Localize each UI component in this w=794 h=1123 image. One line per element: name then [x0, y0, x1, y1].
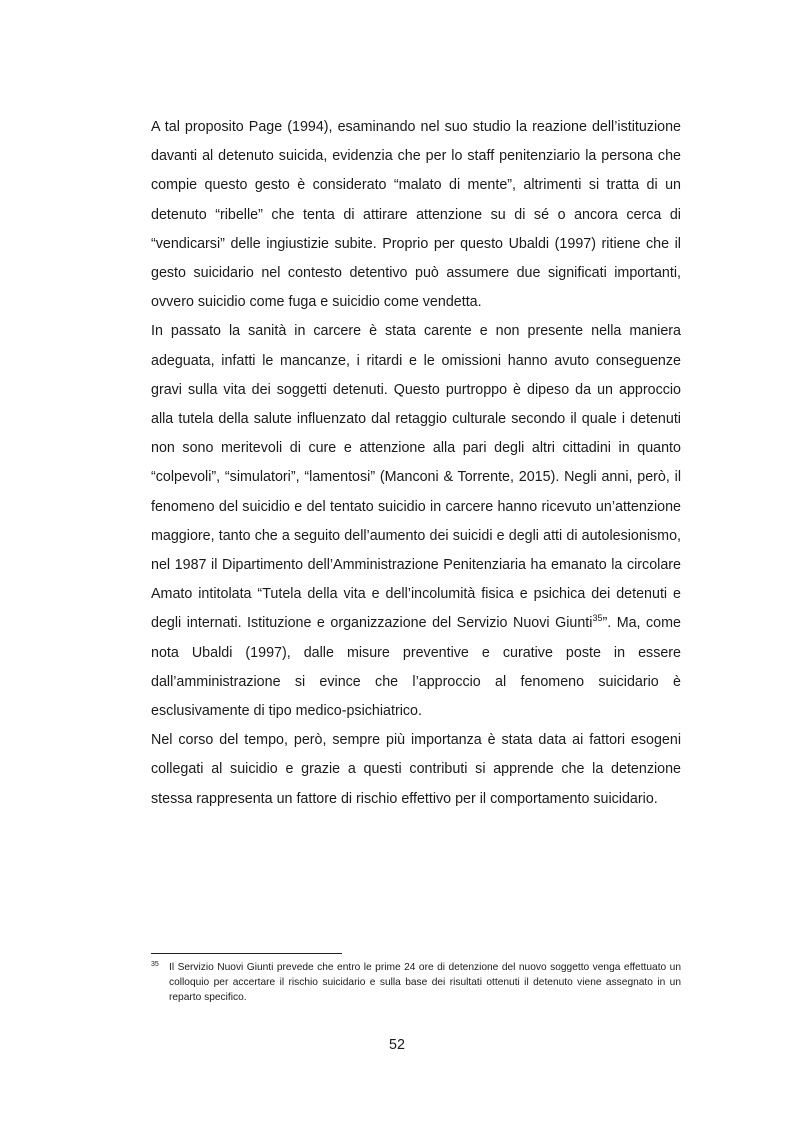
main-text: [151, 113, 681, 814]
paragraph-2-continuation: ”. Ma, come nota Ubaldi (1997), dalle misure preventive e curative poste in essere dall’amministrazione si evince che l’approccio al fenomeno suicidario è esclusivamente di tipo medico-psichiatrico.: [151, 615, 681, 720]
footnote-separator: [151, 953, 342, 954]
footnote-reference[interactable]: 35: [592, 613, 603, 624]
paragraph-2-text: In passato la sanità in carcere è stata carente e non presente nella maniera adeguata, infatti le mancanze, i ritardi e le omissioni hanno avuto conseguenze gravi sulla vita dei soggetti detenuti. Questo purtroppo è dipeso da un approccio alla tutela della salute influenzato dal retaggio culturale secondo il quale i detenuti non sono meritevoli di cure e attenzione alla pari degli altri cittadini in quanto “colpevoli”, “simulatori”, “lamentosi” (Manconi & Torrente, 2015). Negli anni, però, il fenomeno del suicidio e del tentato suicidio in carcere hanno ricevuto un’attenzione maggiore, tanto che a seguito dell’aumento dei suicidi e degli atti di autolesionismo, nel 1987 il Dipartimento dell’Amministrazione Penitenziaria ha emanato la circolare Amato intitolata “Tutela della vita e dell’incolumità fisica e psichica dei detenuti e degli internati. Istituzione e organizzazione del Servizio Nuovi Giunti: [151, 323, 681, 632]
page-number: 52: [389, 1037, 405, 1053]
footnote-text: Il Servizio Nuovi Giunti prevede che entro le prime 24 ore di detenzione del nuovo soggetto venga effettuato un colloquio per accertare il rischio suicidario e sulla base dei risultati ottenuti il detenuto viene assegnato in un reparto specifico.: [169, 962, 681, 1004]
paragraph-3: Nel corso del tempo, però, sempre più importanza è stata data ai fattori esogeni collegati al suicidio e grazie a questi contributi si apprende che la detenzione stessa rappresenta un fattore di rischio effettivo per il comportamento suicidario.: [151, 732, 681, 807]
paragraph-1: A tal proposito Page (1994), esaminando nel suo studio la reazione dell’istituzione davanti al detenuto suicida, evidenzia che per lo staff penitenziario la persona che compie questo gesto è considerato “malato di mente”, altrimenti si tratta di un detenuto “ribelle” che tenta di attirare attenzione su di sé o ancora cerca di “vendicarsi” delle ingiustizie subite. Proprio per questo Ubaldi (1997) ritiene che il gesto suicidario nel contesto detentivo può assumere due significati importanti, ovvero suicidio come fuga e suicidio come vendetta.: [151, 119, 681, 311]
paragraph-2: [151, 317, 681, 726]
footnote: 35 Il Servizio Nuovi Giunti prevede che entro le prime 24 ore di detenzione del nuovo soggetto venga effettuato un colloquio per accertare il rischio suicidario e sulla base dei risultati ottenuti il detenuto viene assegnato in un reparto specifico.: [151, 961, 681, 1004]
